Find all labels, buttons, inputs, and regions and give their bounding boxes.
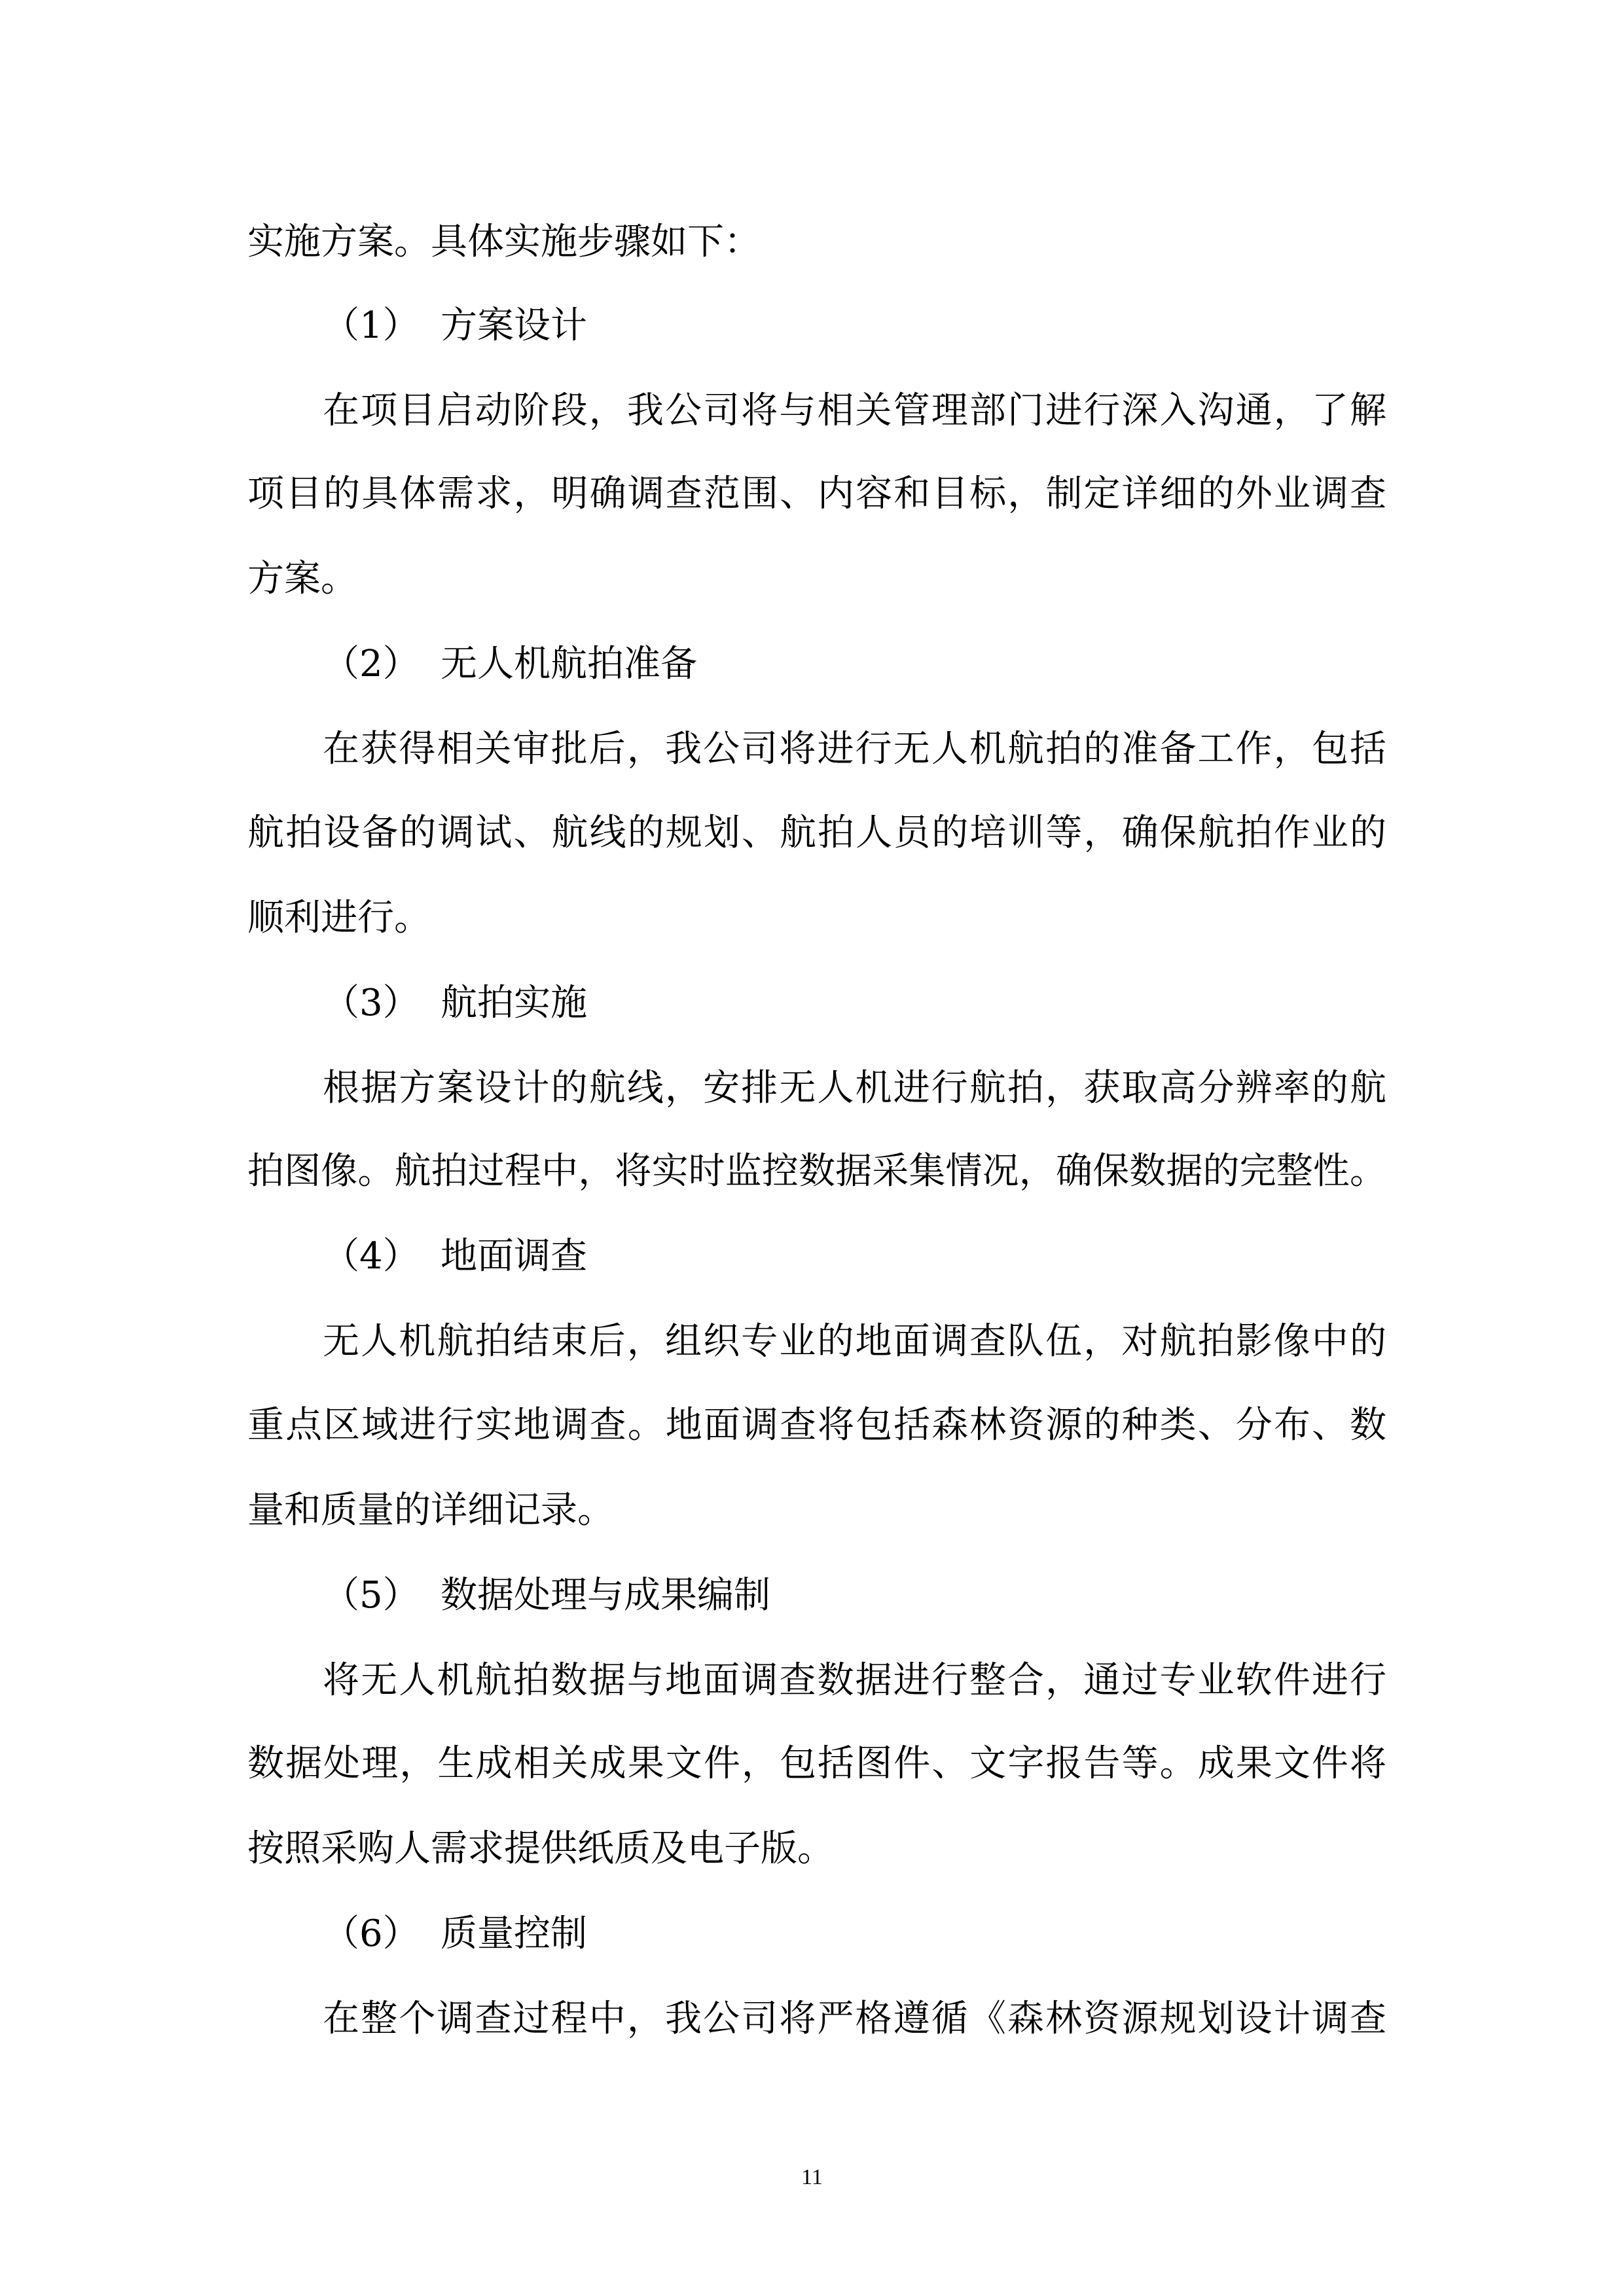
section-number: （5） (323, 1574, 420, 1617)
section-number: （4） (323, 1235, 420, 1278)
paragraph-line: 实施方案。具体实施步骤如下： (247, 221, 761, 263)
paragraph-line: 项目的具体需求，明确调查范围、内容和目标，制定详细的外业调查 (247, 473, 1386, 515)
section-title: 质量控制 (441, 1912, 587, 1955)
section-title: 数据处理与成果编制 (441, 1574, 770, 1617)
paragraph-line: 方案。 (247, 558, 357, 600)
paragraph-line: 重点区域进行实地调查。地面调查将包括森林资源的种类、分布、数 (247, 1404, 1386, 1446)
paragraph-line: 在获得相关审批后，我公司将进行无人机航拍的准备工作，包括 (323, 728, 1386, 770)
section-number: （6） (323, 1912, 420, 1955)
section-heading-5 (323, 1570, 770, 1622)
paragraph-line: 顺利进行。 (247, 897, 431, 939)
paragraph-line: 在整个调查过程中，我公司将严格遵循《森林资源规划设计调查 (323, 1998, 1386, 2040)
section-heading-3 (323, 977, 587, 1030)
paragraph-line: 航拍设备的调试、航线的规划、航拍人员的培训等，确保航拍作业的 (247, 812, 1386, 854)
section-heading-6 (323, 1908, 587, 1960)
paragraph-line: 将无人机航拍数据与地面调查数据进行整合，通过专业软件进行 (323, 1659, 1386, 1702)
section-title: 地面调查 (441, 1235, 587, 1278)
section-heading-4 (323, 1230, 587, 1283)
paragraph-line: 数据处理，生成相关成果文件，包括图件、文字报告等。成果文件将 (247, 1742, 1386, 1785)
paragraph-line: 根据方案设计的航线，安排无人机进行航拍，获取高分辨率的航 (323, 1067, 1386, 1109)
paragraph-line: 拍图像。航拍过程中，将实时监控数据采集情况，确保数据的完整性。 (247, 1150, 1386, 1193)
section-title: 方案设计 (441, 304, 587, 347)
section-title: 无人机航拍准备 (441, 643, 697, 685)
section-title: 航拍实施 (441, 982, 587, 1024)
paragraph-line: 在项目启动阶段，我公司将与相关管理部门进行深入沟通，了解 (323, 389, 1386, 432)
section-number: （2） (323, 643, 420, 685)
section-heading-2 (323, 638, 697, 691)
paragraph-line: 无人机航拍结束后，组织专业的地面调查队伍，对航拍影像中的 (323, 1320, 1386, 1363)
section-heading-1 (323, 300, 587, 352)
paragraph-line: 量和质量的详细记录。 (247, 1489, 614, 1532)
page-number: 11 (801, 2165, 823, 2189)
paragraph-line: 按照采购人需求提供纸质及电子版。 (247, 1827, 834, 1870)
section-number: （3） (323, 982, 420, 1024)
section-number: （1） (323, 304, 420, 347)
